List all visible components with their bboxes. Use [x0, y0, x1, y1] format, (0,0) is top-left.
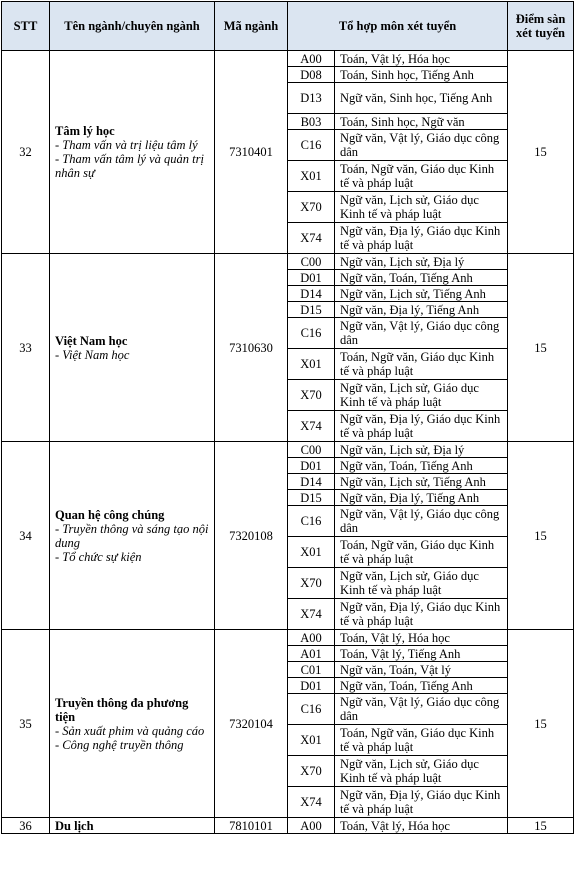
combination-code: X01: [288, 349, 335, 380]
major-name-cell: [50, 51, 215, 254]
combination-code: A00: [288, 51, 335, 67]
combination-subjects: Ngữ văn, Lịch sử, Tiếng Anh: [335, 474, 508, 490]
min-score-cell: 15: [508, 442, 574, 630]
stt-cell: 36: [2, 818, 50, 834]
combination-code: X01: [288, 161, 335, 192]
combination-subjects: Toán, Sinh học, Ngữ văn: [335, 114, 508, 130]
combination-code: X74: [288, 411, 335, 442]
combination-subjects: Ngữ văn, Lịch sử, Giáo dục Kinh tế và pháp luật: [335, 192, 508, 223]
combination-code: B03: [288, 114, 335, 130]
combination-subjects: Toán, Vật lý, Tiếng Anh: [335, 646, 508, 662]
admission-table: [1, 1, 574, 834]
combination-subjects: Ngữ văn, Địa lý, Giáo dục Kinh tế và pháp luật: [335, 223, 508, 254]
combination-subjects: Ngữ văn, Lịch sử, Tiếng Anh: [335, 286, 508, 302]
combination-code: A00: [288, 630, 335, 646]
major-name-cell: [50, 818, 215, 834]
major-code-cell: 7320104: [215, 630, 288, 818]
combination-subjects: Ngữ văn, Địa lý, Tiếng Anh: [335, 490, 508, 506]
combination-code: X01: [288, 725, 335, 756]
specialization: - Tham vấn tâm lý và quản trị nhân sự: [55, 152, 204, 180]
combination-code: D01: [288, 458, 335, 474]
combination-subjects: Toán, Vật lý, Hóa học: [335, 630, 508, 646]
combination-code: C16: [288, 694, 335, 725]
table-body: [2, 51, 574, 834]
combination-code: X74: [288, 599, 335, 630]
table-row: [2, 630, 574, 646]
combination-code: D15: [288, 302, 335, 318]
combination-code: X70: [288, 756, 335, 787]
major-name-cell: [50, 254, 215, 442]
major-name: Quan hệ công chúng: [55, 507, 165, 522]
major-name: Truyền thông đa phương tiện: [55, 695, 189, 724]
stt-cell: 34: [2, 442, 50, 630]
combination-subjects: Toán, Ngữ văn, Giáo dục Kinh tế và pháp luật: [335, 161, 508, 192]
header-min-score: Điểm sàn xét tuyển: [508, 2, 574, 51]
stt-cell: 33: [2, 254, 50, 442]
major-code-cell: 7810101: [215, 818, 288, 834]
combination-subjects: Toán, Vật lý, Hóa học: [335, 51, 508, 67]
min-score-cell: 15: [508, 818, 574, 834]
specialization: - Tham vấn và trị liệu tâm lý: [55, 138, 198, 152]
combination-subjects: Ngữ văn, Toán, Tiếng Anh: [335, 678, 508, 694]
combination-code: C16: [288, 130, 335, 161]
combination-code: D14: [288, 286, 335, 302]
major-name-cell: [50, 630, 215, 818]
combination-subjects: Ngữ văn, Lịch sử, Địa lý: [335, 254, 508, 270]
min-score-cell: 15: [508, 51, 574, 254]
combination-code: X70: [288, 192, 335, 223]
table-row: [2, 51, 574, 67]
combination-subjects: Toán, Ngữ văn, Giáo dục Kinh tế và pháp luật: [335, 349, 508, 380]
header-major-code: Mã ngành: [215, 2, 288, 51]
major-name: Du lịch: [55, 818, 94, 833]
combination-subjects: Toán, Sinh học, Tiếng Anh: [335, 67, 508, 83]
specialization: - Tổ chức sự kiện: [55, 549, 142, 564]
combination-subjects: Ngữ văn, Lịch sử, Địa lý: [335, 442, 508, 458]
major-name: Tâm lý học: [55, 124, 115, 138]
header-stt: STT: [2, 2, 50, 51]
major-code-cell: 7310630: [215, 254, 288, 442]
combination-code: X70: [288, 380, 335, 411]
combination-subjects: Toán, Ngữ văn, Giáo dục Kinh tế và pháp luật: [335, 537, 508, 568]
specialization: - Sản xuất phim và quảng cáo: [55, 723, 205, 738]
combination-code: A00: [288, 818, 335, 834]
combination-code: C16: [288, 506, 335, 537]
combination-subjects: Toán, Ngữ văn, Giáo dục Kinh tế và pháp luật: [335, 725, 508, 756]
combination-subjects: Ngữ văn, Vật lý, Giáo dục công dân: [335, 318, 508, 349]
combination-subjects: Ngữ văn, Vật lý, Giáo dục công dân: [335, 506, 508, 537]
combination-subjects: Ngữ văn, Địa lý, Giáo dục Kinh tế và pháp luật: [335, 599, 508, 630]
combination-subjects: Ngữ văn, Lịch sử, Giáo dục Kinh tế và pháp luật: [335, 380, 508, 411]
specialization: - Việt Nam học: [55, 347, 130, 362]
combination-code: D01: [288, 270, 335, 286]
combination-subjects: Ngữ văn, Địa lý, Tiếng Anh: [335, 302, 508, 318]
combination-subjects: Ngữ văn, Vật lý, Giáo dục công dân: [335, 130, 508, 161]
combination-code: A01: [288, 646, 335, 662]
combination-code: X01: [288, 537, 335, 568]
combination-subjects: Ngữ văn, Địa lý, Giáo dục Kinh tế và pháp luật: [335, 787, 508, 818]
min-score-cell: 15: [508, 254, 574, 442]
combination-code: C01: [288, 662, 335, 678]
major-code-cell: 7310401: [215, 51, 288, 254]
combination-code: D15: [288, 490, 335, 506]
major-name-cell: [50, 442, 215, 630]
table-row: [2, 442, 574, 458]
specialization: - Công nghệ truyền thông: [55, 737, 184, 752]
table-row: [2, 254, 574, 270]
major-name: Việt Nam học: [55, 333, 128, 348]
specialization: - Truyền thông và sáng tạo nội dung: [55, 521, 209, 550]
combination-subjects: Ngữ văn, Toán, Tiếng Anh: [335, 270, 508, 286]
combination-subjects: Ngữ văn, Toán, Tiếng Anh: [335, 458, 508, 474]
combination-subjects: Ngữ văn, Vật lý, Giáo dục công dân: [335, 694, 508, 725]
combination-code: X70: [288, 568, 335, 599]
combination-subjects: Ngữ văn, Lịch sử, Giáo dục Kinh tế và pháp luật: [335, 568, 508, 599]
header-subject-combination: Tổ hợp môn xét tuyển: [288, 2, 508, 51]
combination-subjects: Toán, Vật lý, Hóa học: [335, 818, 508, 834]
combination-code: D13: [288, 83, 335, 114]
combination-subjects: Ngữ văn, Lịch sử, Giáo dục Kinh tế và pháp luật: [335, 756, 508, 787]
combination-code: C00: [288, 254, 335, 270]
min-score-cell: 15: [508, 630, 574, 818]
combination-code: D01: [288, 678, 335, 694]
combination-code: D08: [288, 67, 335, 83]
major-code-cell: 7320108: [215, 442, 288, 630]
header-row: [2, 2, 574, 51]
stt-cell: 35: [2, 630, 50, 818]
stt-cell: 32: [2, 51, 50, 254]
combination-code: C16: [288, 318, 335, 349]
combination-code: D14: [288, 474, 335, 490]
combination-code: C00: [288, 442, 335, 458]
combination-subjects: Ngữ văn, Sinh học, Tiếng Anh: [335, 83, 508, 114]
combination-subjects: Ngữ văn, Toán, Vật lý: [335, 662, 508, 678]
combination-code: X74: [288, 787, 335, 818]
header-major-name: Tên ngành/chuyên ngành: [50, 2, 215, 51]
combination-subjects: Ngữ văn, Địa lý, Giáo dục Kinh tế và pháp luật: [335, 411, 508, 442]
table-row: [2, 818, 574, 834]
combination-code: X74: [288, 223, 335, 254]
